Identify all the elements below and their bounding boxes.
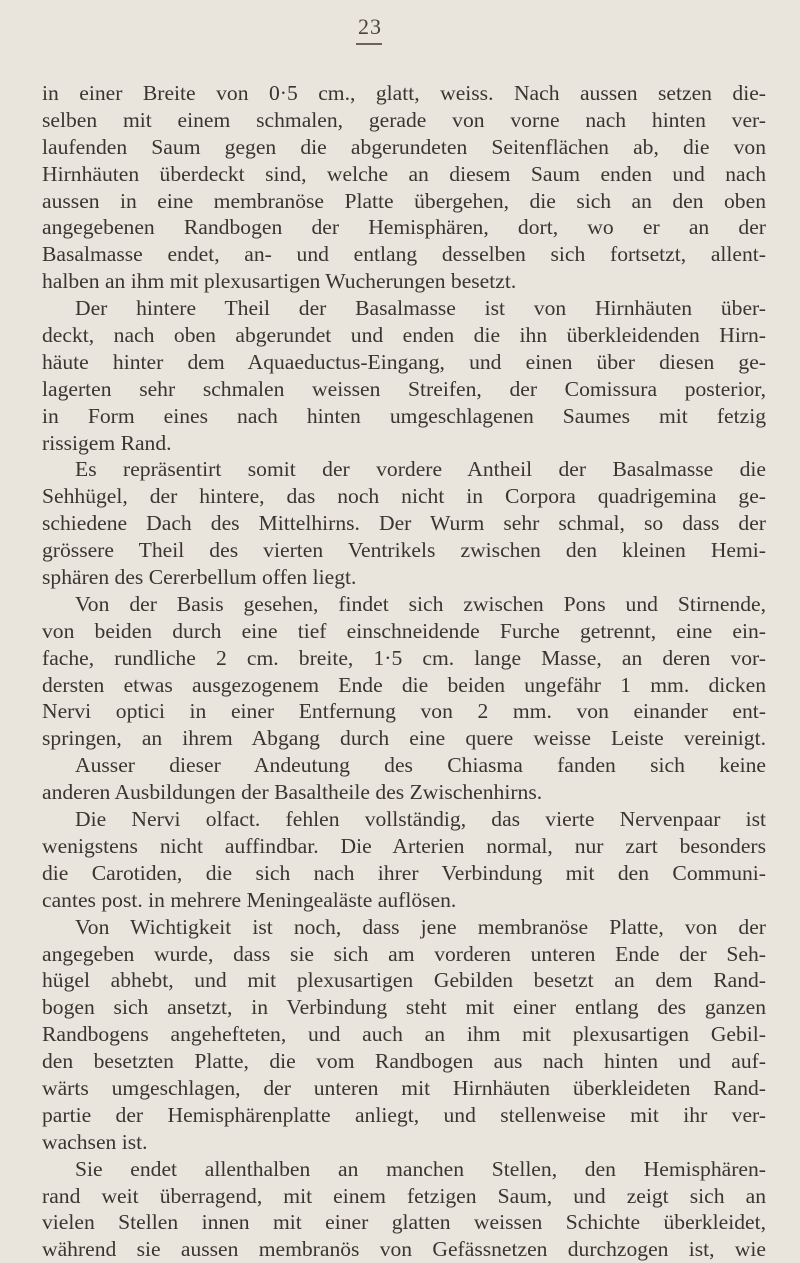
text-line: Basalmasse endet, an- und entlang desselben sich fortsetzt, allent- [42, 242, 766, 267]
text-line: fache, rundliche 2 cm. breite, 1·5 cm. lange Masse, an deren vor- [42, 645, 766, 670]
text-line: halben an ihm mit plexusartigen Wucherungen besetzt. [42, 269, 517, 294]
text-line: wenigstens nicht auffindbar. Die Arterien normal, nur zart besonders [42, 833, 766, 858]
text-line: deckt, nach oben abgerundet und enden die ihn überkleidenden Hirn- [42, 323, 766, 348]
body-text [42, 80, 766, 1263]
text-line: Hirnhäuten überdeckt sind, welche an diesem Saum enden und nach [42, 161, 766, 186]
text-line: Der hintere Theil der Basalmasse ist von Hirnhäuten über- [75, 296, 766, 321]
text-line: von beiden durch eine tief einschneidende Furche getrennt, eine ein- [42, 618, 766, 643]
text-line: Nervi optici in einer Entfernung von 2 mm. von einander ent- [42, 699, 766, 724]
page-number: 23 [358, 14, 382, 39]
text-line: hügel abhebt, und mit plexusartigen Gebilden besetzt an dem Rand- [42, 968, 766, 993]
text-line: Es repräsentirt somit der vordere Antheil der Basalmasse die [75, 457, 766, 482]
text-line: während sie aussen membranös von Gefässnetzen durchzogen ist, wie [42, 1237, 766, 1262]
text-line: wärts umgeschlagen, der unteren mit Hirnhäuten überkleideten Rand- [42, 1075, 766, 1100]
text-line: vielen Stellen innen mit einer glatten weissen Schichte überkleidet, [42, 1210, 766, 1235]
text-line: selben mit einem schmalen, gerade von vorne nach hinten ver- [42, 107, 766, 132]
text-line: häute hinter dem Aquaeductus-Eingang, und einen über diesen ge- [42, 349, 766, 374]
text-line: Sehhügel, der hintere, das noch nicht in Corpora quadrigemina ge- [42, 484, 766, 509]
text-line: angegeben wurde, dass sie sich am vorderen unteren Ende der Seh- [42, 941, 766, 966]
text-line: Von der Basis gesehen, findet sich zwischen Pons und Stirnende, [75, 591, 766, 616]
text-line: wachsen ist. [42, 1129, 148, 1154]
text-line: lagerten sehr schmalen weissen Streifen, der Comissura posterior, [42, 376, 766, 401]
text-line: grössere Theil des vierten Ventrikels zwischen den kleinen Hemi- [42, 538, 766, 563]
text-line: den besetzten Platte, die vom Randbogen aus nach hinten und auf- [42, 1049, 766, 1074]
page-number-underline [356, 43, 382, 45]
text-line: angegebenen Randbogen der Hemisphären, dort, wo er an der [42, 215, 766, 240]
text-line: die Carotiden, die sich nach ihrer Verbindung mit den Communi- [42, 860, 766, 885]
text-line: in Form eines nach hinten umgeschlagenen Saumes mit fetzig [42, 403, 766, 428]
text-line: in einer Breite von 0·5 cm., glatt, weiss. Nach aussen setzen die- [42, 81, 766, 105]
text-line: springen, an ihrem Abgang durch eine quere weisse Leiste vereinigt. [42, 726, 766, 751]
text-line: Randbogens angehefteten, und auch an ihm mit plexusartigen Gebil- [42, 1022, 766, 1047]
text-line: Die Nervi olfact. fehlen vollständig, das vierte Nervenpaar ist [75, 807, 766, 832]
text-line: anderen Ausbildungen der Basaltheile des Zwischenhirns. [42, 780, 543, 805]
text-line: Sie endet allenthalben an manchen Stellen, den Hemisphären- [75, 1156, 766, 1181]
text-line: laufenden Saum gegen die abgerundeten Seitenflächen ab, die von [42, 134, 766, 159]
text-line: schiedene Dach des Mittelhirns. Der Wurm sehr schmal, so dass der [42, 511, 766, 536]
text-line: partie der Hemisphärenplatte anliegt, und stellenweise mit ihr ver- [42, 1102, 766, 1127]
text-line: rand weit überragend, mit einem fetzigen Saum, und zeigt sich an [42, 1183, 766, 1208]
text-line: cantes post. in mehrere Meningealäste auflösen. [42, 887, 457, 912]
text-line: Von Wichtigkeit ist noch, dass jene membranöse Platte, von der [75, 914, 766, 939]
text-line: Ausser dieser Andeutung des Chiasma fanden sich keine [75, 753, 766, 778]
text-line: sphären des Cererbellum offen liegt. [42, 565, 357, 590]
text-line: rissigem Rand. [42, 430, 172, 455]
text-line: aussen in eine membranöse Platte übergehen, die sich an den oben [42, 188, 766, 213]
text-line: bogen sich ansetzt, in Verbindung steht mit einer entlang des ganzen [42, 995, 766, 1020]
text-line: dersten etwas ausgezogenem Ende die beiden ungefähr 1 mm. dicken [42, 672, 766, 697]
